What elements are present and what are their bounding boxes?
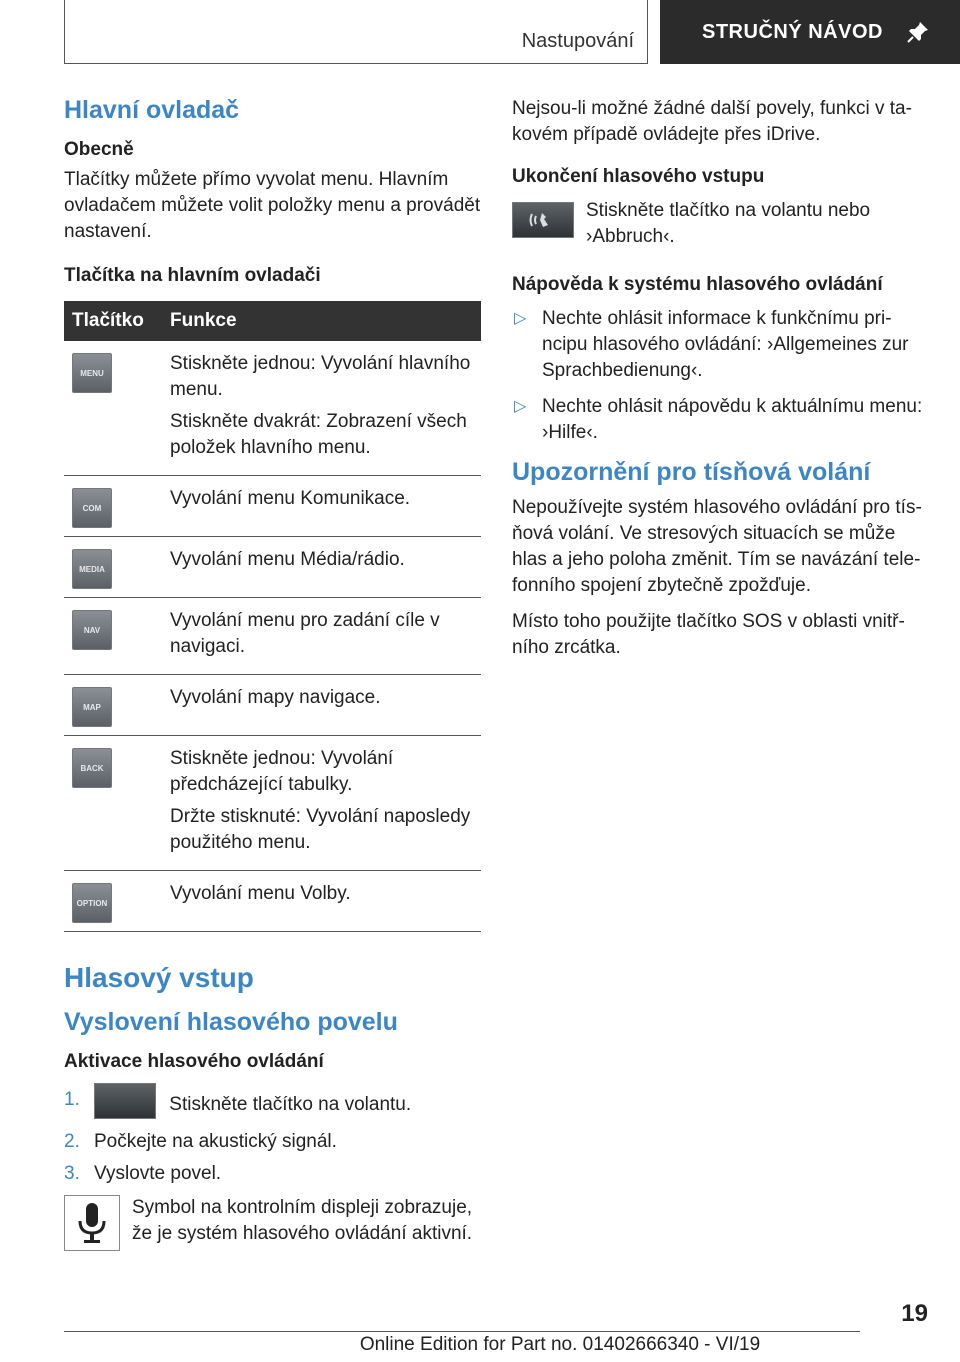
row-text: Stiskněte jednou: Vyvolání předcházející tabulky. <box>170 748 394 795</box>
heading-voice-input: Hlasový vstup <box>64 962 254 993</box>
row-text: Stiskněte jednou: Vyvolání hlavního menu. <box>170 353 471 400</box>
right-column <box>512 96 924 671</box>
row-text: Vyvolání menu pro zadání cíle v navigaci. <box>170 610 440 657</box>
header-title: STRUČNÝ NÁVOD <box>702 20 883 43</box>
heading-emergency: Upozornění pro tísňová volání <box>512 458 871 486</box>
com-key-icon: COM <box>72 488 112 528</box>
mic-note-text: Symbol na kontrolním displeji zobrazuje, že je systém hlasového ovládání aktivní. <box>132 1197 473 1244</box>
table-row <box>64 736 481 871</box>
table-row <box>64 537 481 598</box>
help-item-text: Nechte ohlásit informace k funkčnímu principu hlasového ovládání: ›Allgemeines zur Sprachbedienung‹. <box>542 308 909 381</box>
end-voice-text: Stiskněte tlačítko na volantu nebo ›Abbruch‹. <box>586 200 871 247</box>
step-number: 3. <box>64 1163 80 1184</box>
buttons-table <box>64 301 481 932</box>
row-text: Vyvolání mapy navigace. <box>170 687 381 708</box>
footer-edition: Online Edition for Part no. 01402666340 - VI/19 <box>359 1334 761 1355</box>
list-item <box>64 1087 481 1123</box>
emergency-text-1: Nepoužívejte systém hlasového ovládání pro tísňová volání. Ve stresových situacích se může hlas a jeho poloha změnit. Tím se navázání telefonního spojení zbytečně zpožďuje. <box>512 497 922 596</box>
table-row <box>64 476 481 537</box>
heading-main-controller: Hlavní ovladač <box>64 96 240 124</box>
back-key-icon: BACK <box>72 748 112 788</box>
row-text: Vyvolání menu Volby. <box>170 883 351 904</box>
step-number: 2. <box>64 1131 80 1152</box>
activation-steps <box>64 1087 481 1187</box>
table-header-row <box>64 301 481 341</box>
option-key-icon: OPTION <box>72 883 112 923</box>
help-list <box>512 306 924 446</box>
list-item <box>512 394 924 446</box>
row-text: Vyvolání menu Komunikace. <box>170 488 411 509</box>
voice-button-icon <box>512 202 574 238</box>
row-text: Stiskněte dvakrát: Zobrazení všech položek hlavního menu. <box>170 411 467 458</box>
step-text: Počkejte na akustický signál. <box>94 1131 337 1152</box>
help-item-text: Nechte ohlásit nápovědu k aktuálnímu menu: ›Hilfe‹. <box>542 396 923 443</box>
row-text: Vyvolání menu Média/rádio. <box>170 549 405 570</box>
list-item <box>64 1129 481 1155</box>
heading-help: Nápověda k systému hlasového ovládání <box>512 274 883 295</box>
heading-general: Obecně <box>64 139 134 160</box>
table-row <box>64 675 481 736</box>
heading-buttons: Tlačítka na hlavním ovladači <box>64 265 321 286</box>
step-number: 1. <box>64 1089 80 1110</box>
pushpin-icon <box>905 19 931 45</box>
nav-key-icon: NAV <box>72 610 112 650</box>
step-text: Vyslovte povel. <box>94 1163 222 1184</box>
header-section: Nastupování <box>521 30 634 52</box>
map-key-icon: MAP <box>72 687 112 727</box>
table-header-function: Funkce <box>162 301 481 341</box>
general-text: Tlačítky můžete přímo vyvolat menu. Hlavním ovladačem můžete volit položky menu a provádět nastavení. <box>64 169 481 242</box>
heading-activation: Aktivace hlasového ovládání <box>64 1051 324 1072</box>
end-voice-note <box>512 198 924 250</box>
heading-end-voice: Ukončení hlasového vstupu <box>512 166 765 187</box>
row-text: Držte stisknuté: Vyvolání naposledy použitého menu. <box>170 806 471 853</box>
triangle-bullet-icon: ▷ <box>514 398 527 415</box>
table-row <box>64 871 481 932</box>
left-column <box>64 96 481 1263</box>
list-item <box>512 306 924 384</box>
intro-text: Nejsou-li možné žádné další povely, funkci v takovém případě ovládejte přes iDrive. <box>512 98 912 145</box>
table-header-button: Tlačítko <box>64 301 162 341</box>
triangle-bullet-icon: ▷ <box>514 310 527 327</box>
step-text: Stiskněte tlačítko na volantu. <box>169 1094 412 1116</box>
header-title-bar <box>660 0 960 64</box>
list-item <box>64 1161 481 1187</box>
media-key-icon: MEDIA <box>72 549 112 589</box>
page-number: 19 <box>901 1300 928 1327</box>
table-row <box>64 341 481 476</box>
footer-divider <box>64 1331 860 1332</box>
mic-note <box>64 1195 481 1251</box>
voice-button-icon <box>94 1083 156 1119</box>
microphone-icon <box>64 1195 120 1251</box>
menu-key-icon: MENU <box>72 353 112 393</box>
emergency-text-2: Místo toho použijte tlačítko SOS v oblasti vnitřního zrcátka. <box>512 611 905 658</box>
heading-voice-command: Vyslovení hlasového povelu <box>64 1008 398 1036</box>
table-row <box>64 598 481 675</box>
